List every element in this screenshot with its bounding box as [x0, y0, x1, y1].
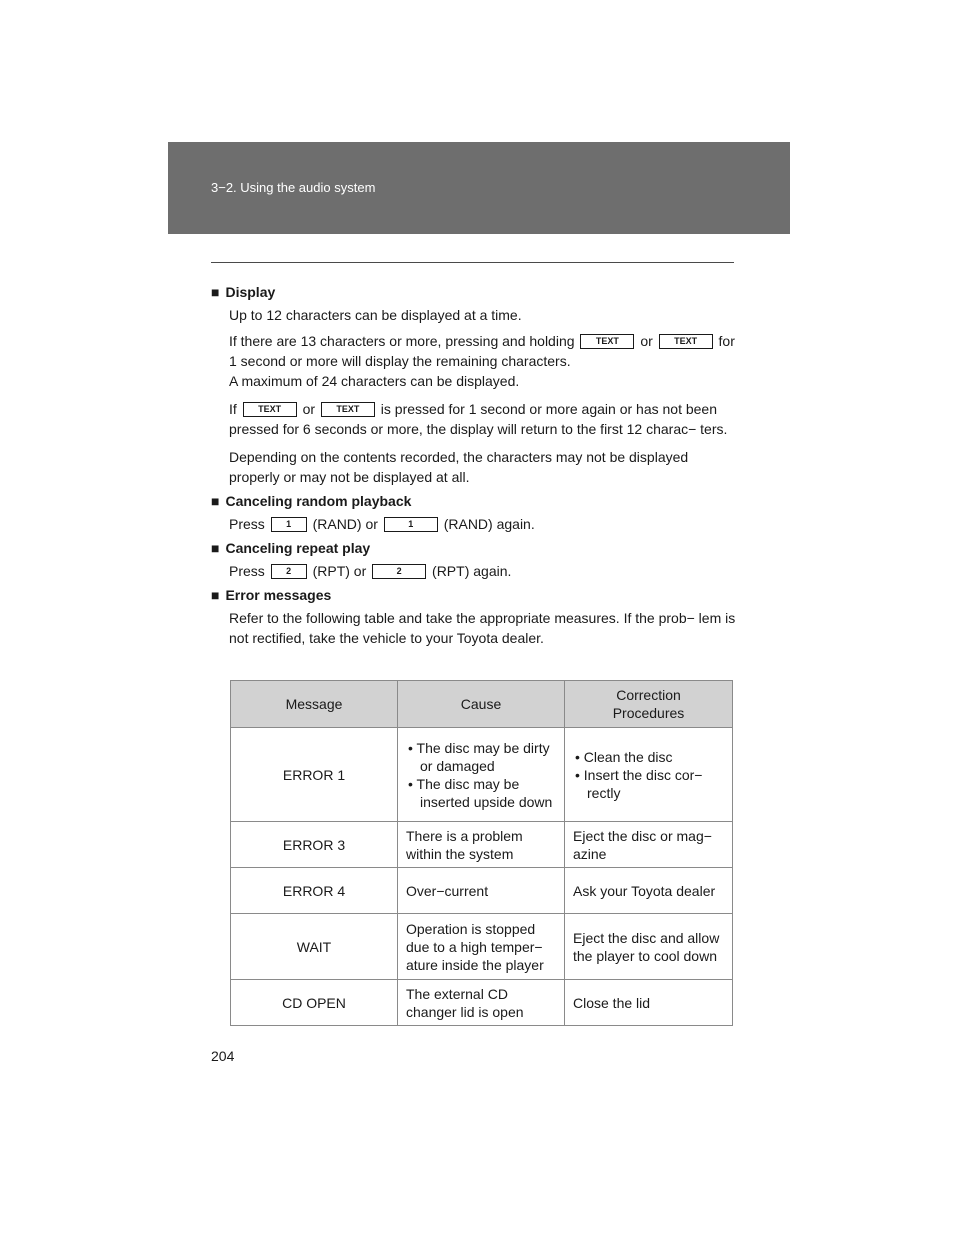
table-cell: WAIT	[231, 914, 398, 980]
table-row	[231, 980, 733, 1026]
section-heading: Canceling random playback	[225, 493, 412, 509]
paragraph: Depending on the contents recorded, the characters may not be displayed properly or may not be displayed at all.	[229, 449, 689, 485]
section-repeat	[211, 538, 736, 581]
square-bullet-icon: ■	[211, 540, 220, 556]
table-header-row	[231, 681, 733, 728]
section-heading: Display	[225, 284, 276, 300]
page-number: 204	[211, 1048, 235, 1064]
paragraph: Up to 12 characters can be displayed at a time.	[229, 307, 522, 323]
list-item: • Insert the disc cor− rectly	[573, 766, 724, 802]
square-bullet-icon: ■	[211, 493, 220, 509]
table-cell: Close the lid	[565, 980, 733, 1026]
paragraph: If there are 13 characters or more, pressing and holding TEXT or TEXT for 1 second or more will display the remaining characters. A maximum of 24 characters can be displayed.	[229, 333, 735, 389]
table-row	[231, 728, 733, 822]
preset-2-button-icon: 2	[271, 564, 307, 579]
table-cell: The external CD changer lid is open	[398, 980, 565, 1026]
table-row	[231, 822, 733, 868]
section-errors	[211, 585, 736, 648]
paragraph: Press 1 (RAND) or 1 (RAND) again.	[229, 516, 535, 532]
text-button-icon: TEXT	[321, 402, 375, 417]
text-button-icon: TEXT	[243, 402, 297, 417]
column-header: Message	[231, 681, 398, 728]
preset-1-button-icon: 1	[384, 517, 438, 532]
section-heading: Canceling repeat play	[225, 540, 371, 556]
table-row	[231, 914, 733, 980]
table-cell: ERROR 3	[231, 822, 398, 868]
section-display	[211, 282, 736, 487]
table-cell	[565, 728, 733, 822]
table-cell: Operation is stopped due to a high temper− ature inside the player	[398, 914, 565, 980]
table-cell: Eject the disc and allow the player to cool down	[565, 914, 733, 980]
column-header: Cause	[398, 681, 565, 728]
page-content	[211, 278, 736, 648]
table-cell: Eject the disc or mag− azine	[565, 822, 733, 868]
column-header: Correction Procedures	[565, 681, 733, 728]
preset-1-button-icon: 1	[271, 517, 307, 532]
error-messages-table	[230, 680, 733, 1026]
paragraph: Refer to the following table and take the appropriate measures. If the prob− lem is not rectified, take the vehicle to your Toyota dealer.	[229, 610, 736, 646]
text-button-icon: TEXT	[659, 334, 713, 349]
table-cell: CD OPEN	[231, 980, 398, 1026]
table-cell: ERROR 1	[231, 728, 398, 822]
section-random	[211, 491, 736, 534]
section-divider	[211, 262, 734, 263]
table-cell: Over−current	[398, 868, 565, 914]
preset-2-button-icon: 2	[372, 564, 426, 579]
paragraph: If TEXT or TEXT is pressed for 1 second or more again or has not been pressed for 6 seconds or more, the display will return to the first 12 charac− ters.	[229, 401, 728, 437]
list-item: • The disc may be inserted upside down	[406, 775, 556, 811]
square-bullet-icon: ■	[211, 284, 220, 300]
list-item: • The disc may be dirty or damaged	[406, 739, 556, 775]
table-cell: Ask your Toyota dealer	[565, 868, 733, 914]
section-heading: Error messages	[225, 587, 332, 603]
list-item: • Clean the disc	[573, 748, 724, 766]
square-bullet-icon: ■	[211, 587, 220, 603]
table-cell: There is a problem within the system	[398, 822, 565, 868]
text-button-icon: TEXT	[580, 334, 634, 349]
table-cell	[398, 728, 565, 822]
chapter-title: 3−2. Using the audio system	[211, 180, 376, 195]
table-row	[231, 868, 733, 914]
paragraph: Press 2 (RPT) or 2 (RPT) again.	[229, 563, 512, 579]
table-cell: ERROR 4	[231, 868, 398, 914]
